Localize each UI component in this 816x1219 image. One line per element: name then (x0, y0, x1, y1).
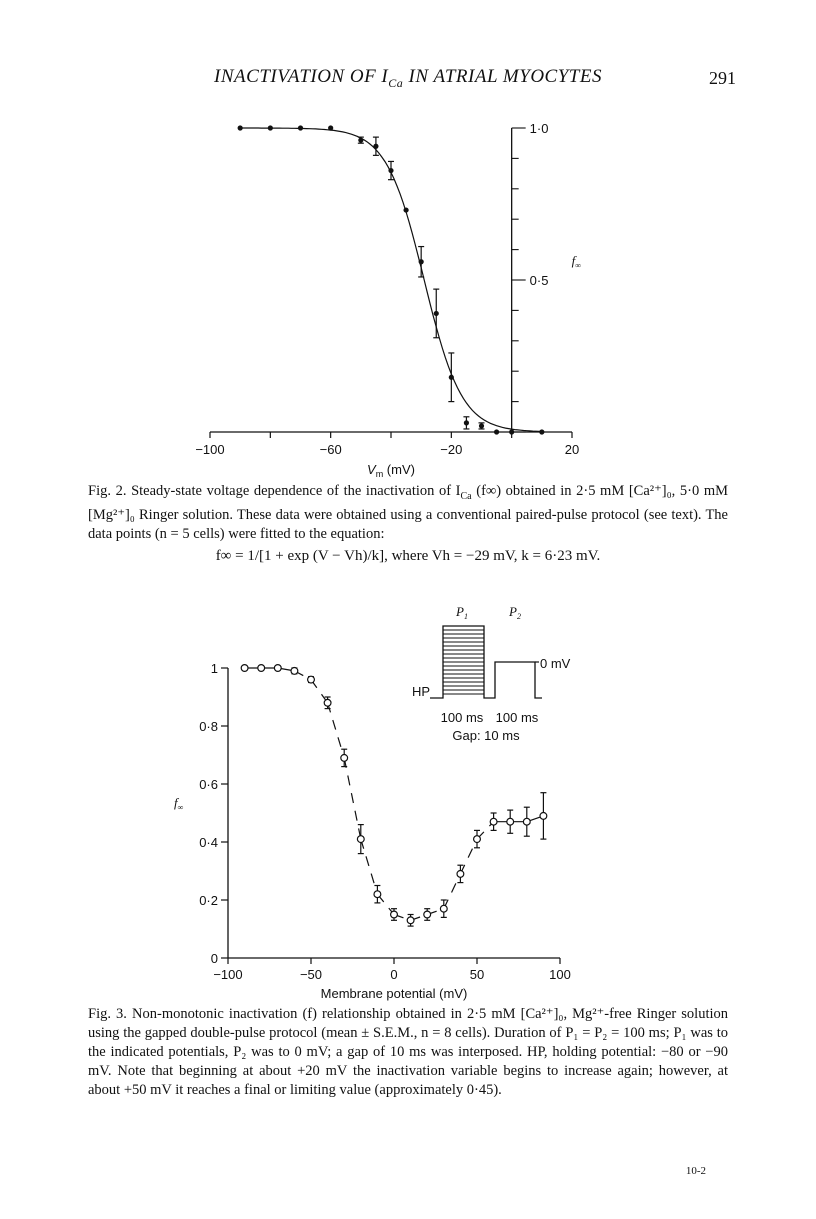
y-tick-label: 0·6 (199, 777, 218, 792)
y-tick-label: 1·0 (529, 121, 549, 136)
y-tick-label: 0·5 (529, 273, 549, 288)
data-point (539, 429, 544, 434)
y-tick-label: 1 (210, 661, 218, 676)
p1-label: $P_1$ (456, 604, 468, 621)
x-axis-label: Membrane potential (mV) (320, 986, 468, 1001)
x-tick-label: 0 (390, 967, 398, 982)
x-tick-label: −50 (299, 967, 323, 982)
x-tick-label: −100 (213, 967, 243, 982)
data-point (407, 917, 414, 924)
data-point (449, 375, 454, 380)
x-tick-label: 20 (564, 442, 580, 457)
y-axis-label: $f_\infty$ (571, 252, 581, 270)
data-point (241, 665, 248, 672)
x-tick-label: 100 (549, 967, 571, 982)
running-title: INACTIVATION OF $I_{Ca}$ IN ATRIAL MYOCYTES (214, 66, 602, 90)
y-tick-label: 0·4 (199, 835, 218, 850)
y-tick-label: 0 (210, 951, 218, 966)
data-point (424, 911, 431, 918)
data-point (464, 420, 469, 425)
data-point (507, 818, 514, 825)
data-point (238, 125, 243, 130)
x-tick-label: −100 (195, 442, 225, 457)
data-point (274, 665, 281, 672)
data-point (434, 311, 439, 316)
data-point (490, 818, 497, 825)
data-point (457, 871, 464, 878)
page-number: 291 (709, 68, 736, 88)
p2-label: $P_2$ (509, 604, 521, 621)
data-point (388, 168, 393, 173)
data-point (291, 668, 298, 675)
data-point (374, 891, 381, 898)
data-point (308, 676, 315, 683)
x-tick-label: −20 (440, 442, 463, 457)
data-point (341, 755, 348, 762)
data-point (474, 836, 481, 843)
figure-2-caption: Fig. 2. Steady-state voltage dependence of the inactivation of $I_{Ca}$ (f∞) obtained in 2·5 mM [Ca²⁺]₀, 5·0 mM [Mg²⁺]₀ Ringer solution. These data were obtained using a conventional paired-pulse protocol (see text). The data points (n = 5 cells) were fitted to the equation: (88, 483, 729, 542)
data-point (373, 144, 378, 149)
data-point (440, 905, 447, 912)
p2-duration-label: 100 ms (495, 710, 539, 725)
data-point (298, 125, 303, 130)
data-point (403, 207, 408, 212)
data-point (258, 665, 265, 672)
y-tick-label: 0·8 (199, 719, 218, 734)
data-point (419, 259, 424, 264)
data-point (357, 836, 364, 843)
figure-3-caption: Fig. 3. Non-monotonic inactivation (f) relationship obtained in 2·5 mM [Ca²⁺]₀, Mg²⁺-free Ringer solution using the gapped double-pulse protocol (mean ± S.E.M., n = 8 cells). Duration of P₁ = P₂ = 100 ms; P₁ was to the indicated potentials, P₂ was to 0 mV; a gap of 10 ms was interposed. HP, holding potential: −80 or −90 mV. Note that beginning at about +20 mV the inactivation variable begins to increase again; however, at about +50 mV it reaches a final or limiting value (approximately 0·45). (88, 1006, 729, 1098)
x-tick-label: 50 (469, 967, 485, 982)
x-tick-label: −60 (319, 442, 342, 457)
figure-3-chart (0, 598, 816, 1018)
connector-line (460, 839, 477, 874)
data-point (494, 429, 499, 434)
zero-mv-label: 0 mV (540, 656, 571, 671)
x-axis-label: $V_m$ (mV) (367, 462, 415, 479)
connector-line (344, 758, 361, 839)
data-point (328, 125, 333, 130)
y-axis-label: $f_\infty$ (174, 795, 184, 813)
data-point (324, 699, 331, 706)
data-point (523, 818, 530, 825)
data-point (540, 813, 547, 820)
connector-line (444, 874, 461, 909)
data-point (479, 423, 484, 428)
figure-2-equation: f∞ = 1/[1 + exp (V − Vh)/k], where Vh = −29 mV, k = 6·23 mV. (215, 548, 601, 564)
data-point (358, 138, 363, 143)
signature-mark: 10-2 (685, 1165, 706, 1177)
gap-label: Gap: 10 ms (452, 728, 520, 743)
data-point (391, 911, 398, 918)
data-point (268, 125, 273, 130)
data-point (509, 429, 514, 434)
hp-label: HP (412, 684, 431, 699)
p1-duration-label: 100 ms (440, 710, 484, 725)
y-tick-label: 0·2 (199, 893, 218, 908)
